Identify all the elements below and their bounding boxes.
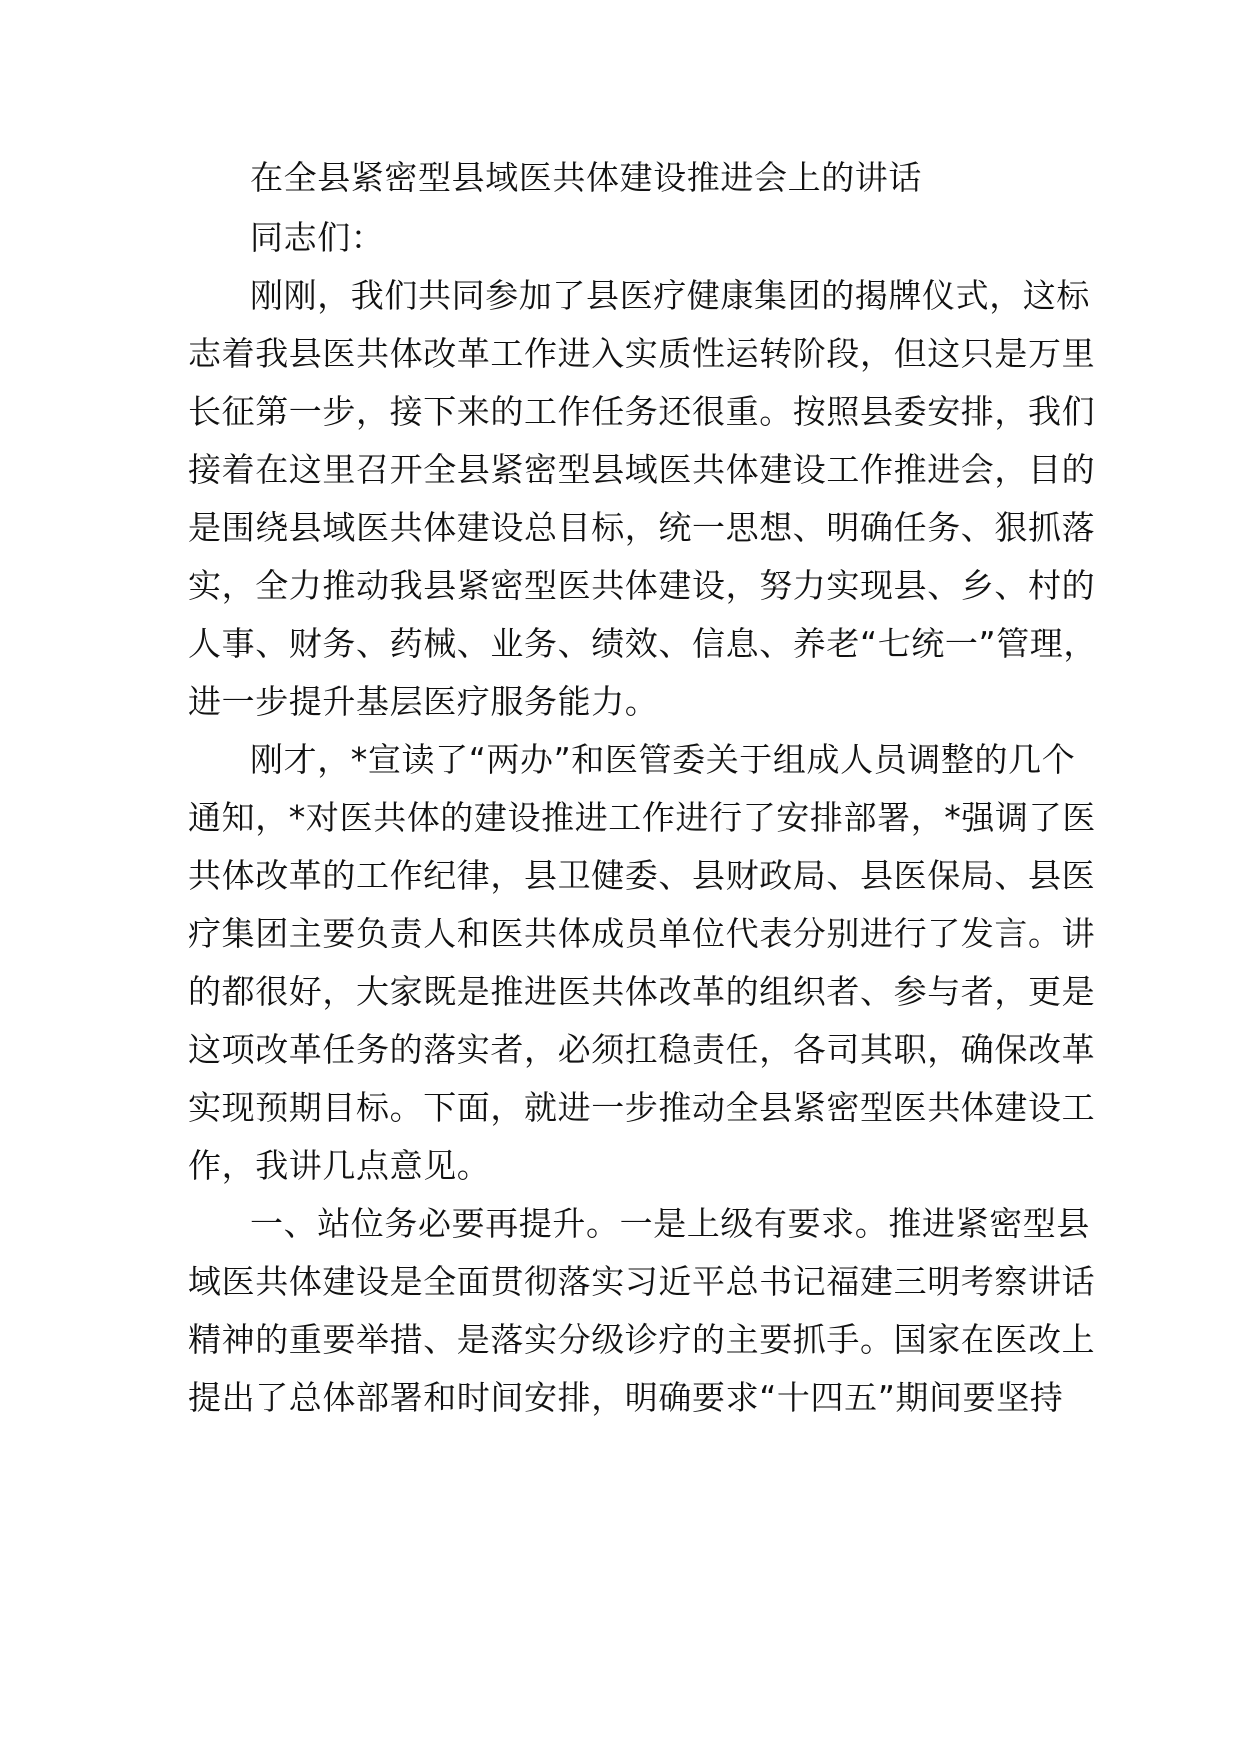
paragraph-line: 实，全力推动我县紧密型医共体建设，努力实现县、乡、村的 [188,566,1096,605]
paragraph-line: 的都很好，大家既是推进医共体改革的组织者、参与者，更是 [188,972,1096,1011]
salutation: 同志们： [250,218,385,257]
paragraph-line: 精神的重要举措、是落实分级诊疗的主要抓手。国家在医改上 [188,1320,1096,1359]
paragraph-line: 这项改革任务的落实者，必须扛稳责任，各司其职，确保改革 [188,1030,1096,1069]
paragraph-line: 是围绕县域医共体建设总目标，统一思想、明确任务、狠抓落 [188,508,1096,547]
paragraph-line: 通知，*对医共体的建设推进工作进行了安排部署，*强调了医 [188,798,1096,837]
paragraph-line: 人事、财务、药械、业务、绩效、信息、养老“七统一”管理， [188,624,1097,663]
paragraph-line: 提出了总体部署和时间安排，明确要求“十四五”期间要坚持 [188,1378,1064,1417]
paragraph-line: 疗集团主要负责人和医共体成员单位代表分别进行了发言。讲 [188,914,1096,953]
paragraph-line: 实现预期目标。下面，就进一步推动全县紧密型医共体建设工 [188,1088,1096,1127]
paragraph-line: 一、站位务必要再提升。一是上级有要求。推进紧密型县 [250,1204,1090,1243]
paragraph-line: 刚刚，我们共同参加了县医疗健康集团的揭牌仪式，这标 [250,276,1090,315]
paragraph-line: 共体改革的工作纪律，县卫健委、县财政局、县医保局、县医 [188,856,1096,895]
paragraph-line: 域医共体建设是全面贯彻落实习近平总书记福建三明考察讲话 [188,1262,1096,1301]
paragraph-line: 长征第一步，接下来的工作任务还很重。按照县委安排，我们 [188,392,1096,431]
document-title: 在全县紧密型县域医共体建设推进会上的讲话 [250,158,922,197]
paragraph-line: 接着在这里召开全县紧密型县域医共体建设工作推进会，目的 [188,450,1096,489]
paragraph-line: 刚才，*宣读了“两办”和医管委关于组成人员调整的几个 [250,740,1076,779]
paragraph-line: 作，我讲几点意见。 [188,1146,491,1185]
paragraph-line: 志着我县医共体改革工作进入实质性运转阶段，但这只是万里 [188,334,1096,373]
paragraph-line: 进一步提升基层医疗服务能力。 [188,682,659,721]
